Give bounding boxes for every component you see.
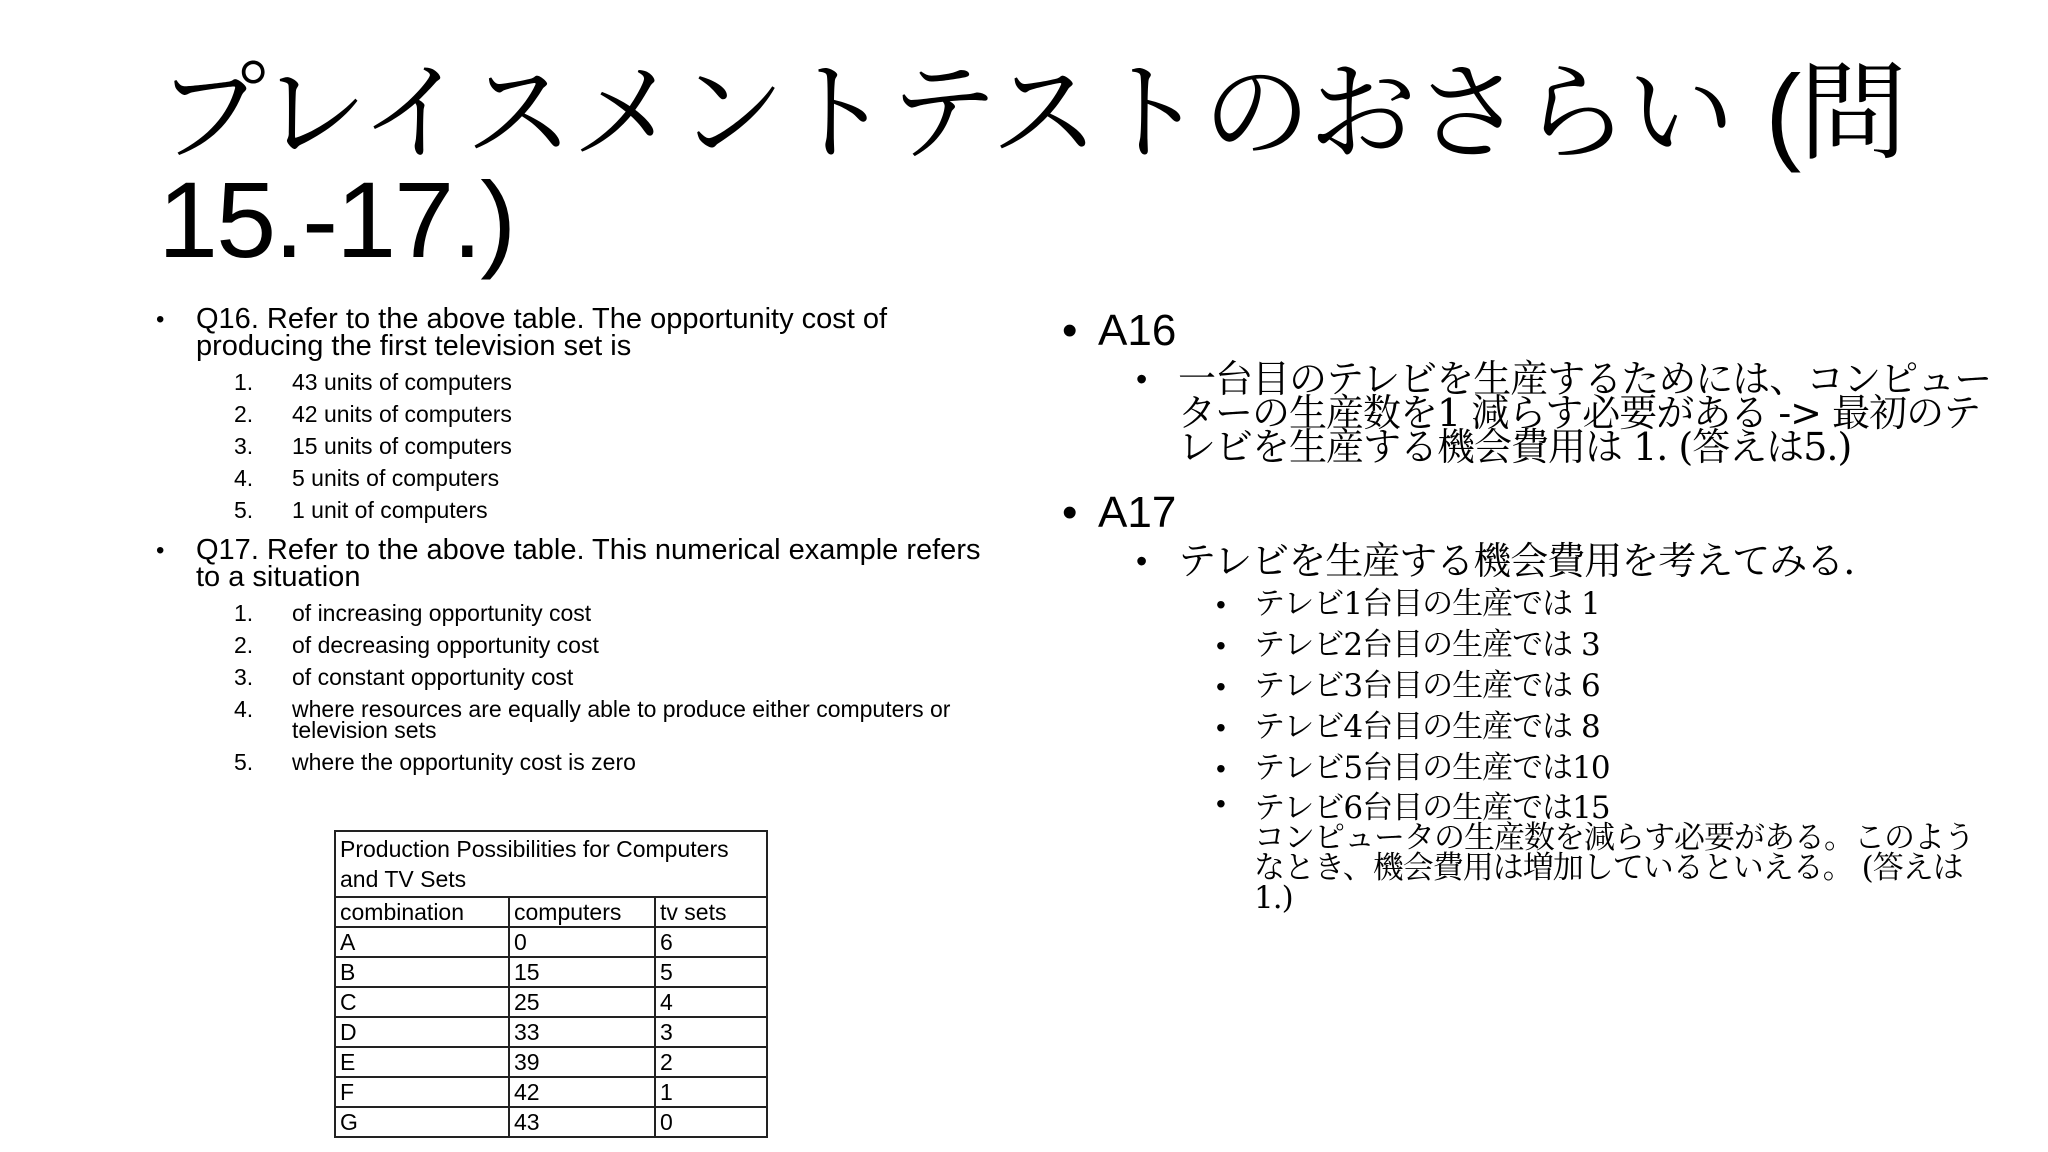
question-16 bbox=[150, 303, 1010, 523]
table-row bbox=[335, 1017, 767, 1047]
table-cell: 0 bbox=[509, 927, 655, 957]
answer-17-item: • テレビ6台目の生産では15 コンピュータの生産数を減らす必要がある。このようなとき、機会費用は増加しているといえる。 (答えは 1.) bbox=[1216, 788, 1974, 916]
question-17 bbox=[150, 534, 1010, 775]
table-cell: 6 bbox=[655, 927, 767, 957]
column-header: computers bbox=[509, 897, 655, 927]
table-cell: 42 bbox=[509, 1077, 655, 1107]
table-cell: 3 bbox=[655, 1017, 767, 1047]
option-item: 2. of decreasing opportunity cost bbox=[234, 632, 599, 658]
bullet: • bbox=[1136, 543, 1147, 579]
table-cell: E bbox=[335, 1047, 509, 1077]
bullet: • bbox=[156, 537, 165, 564]
answer-17-item: • テレビ4台目の生産では 8 bbox=[1062, 707, 1992, 748]
table-row bbox=[335, 1047, 767, 1077]
column-header: combination bbox=[335, 897, 509, 927]
answer-17-item: • テレビ5台目の生産では10 bbox=[1062, 748, 1992, 789]
table-cell: 43 bbox=[509, 1107, 655, 1137]
bullet: • bbox=[1216, 753, 1225, 784]
option-item: 4. where resources are equally able to produce either computers or television sets bbox=[234, 696, 951, 743]
option-item: 1. of increasing opportunity cost bbox=[234, 600, 592, 626]
table-cell: 39 bbox=[509, 1047, 655, 1077]
answer-17-label: • A17 bbox=[1062, 488, 1177, 537]
bullet: • bbox=[1216, 671, 1225, 702]
table-row bbox=[335, 957, 767, 987]
answer-17-item: • テレビ3台目の生産では 6 bbox=[1062, 666, 1992, 707]
bullet: • bbox=[156, 306, 165, 333]
option-item: 3. of constant opportunity cost bbox=[234, 664, 574, 690]
table-caption: Production Possibilities for Computers and TV Sets bbox=[335, 831, 767, 897]
table-row bbox=[335, 1077, 767, 1107]
answer-17-conclusion: コンピュータの生産数を減らす必要がある。このようなとき、機会費用は増加しているといえる。 (答えは 1.) bbox=[1254, 820, 1974, 916]
table-cell: A bbox=[335, 927, 509, 957]
questions-column bbox=[150, 303, 1010, 789]
option-item: 4. 5 units of computers bbox=[234, 465, 500, 491]
table-cell: C bbox=[335, 987, 509, 1017]
slide-title-range: (問15.-17.) bbox=[158, 52, 1906, 280]
table-cell: 33 bbox=[509, 1017, 655, 1047]
table-cell: F bbox=[335, 1077, 509, 1107]
bullet: • bbox=[1062, 306, 1078, 355]
slide-title-jp: プレイスメントテストのおさらい bbox=[158, 51, 1733, 176]
answer-17-item: • テレビ2台目の生産では 3 bbox=[1062, 625, 1992, 666]
answer-17-item: • テレビ1台目の生産では 1 bbox=[1062, 584, 1992, 625]
table-caption-row bbox=[335, 831, 767, 897]
production-possibilities-table bbox=[334, 830, 768, 1138]
answers-column bbox=[1062, 306, 1992, 916]
bullet: • bbox=[1216, 589, 1225, 620]
column-header: tv sets bbox=[655, 897, 767, 927]
answer-17-text: • テレビを生産する機会費用を考えてみる. bbox=[1136, 539, 1855, 583]
bullet: • bbox=[1216, 712, 1225, 743]
table-cell: 5 bbox=[655, 957, 767, 987]
table-cell: G bbox=[335, 1107, 509, 1137]
option-item: 5. where the opportunity cost is zero bbox=[234, 749, 636, 775]
table-cell: 4 bbox=[655, 987, 767, 1017]
table-cell: 25 bbox=[509, 987, 655, 1017]
table-cell: 1 bbox=[655, 1077, 767, 1107]
table-row bbox=[335, 987, 767, 1017]
table-cell: B bbox=[335, 957, 509, 987]
table-row bbox=[335, 1107, 767, 1137]
bullet: • bbox=[1216, 788, 1225, 819]
question-16-options bbox=[150, 369, 1010, 523]
question-16-text: • Q16. Refer to the above table. The opportunity cost of producing the first television set is bbox=[156, 303, 888, 362]
option-item: 1. 43 units of computers bbox=[234, 369, 512, 395]
bullet: • bbox=[1136, 361, 1147, 397]
bullet: • bbox=[1062, 488, 1078, 537]
table-cell: 15 bbox=[509, 957, 655, 987]
option-item: 5. 1 unit of computers bbox=[234, 497, 488, 523]
table-row bbox=[335, 927, 767, 957]
bullet: • bbox=[1216, 630, 1225, 661]
table-cell: D bbox=[335, 1017, 509, 1047]
question-17-options bbox=[150, 600, 1010, 775]
option-item: 2. 42 units of computers bbox=[234, 401, 512, 427]
slide-title bbox=[158, 51, 1948, 280]
table-cell: 0 bbox=[655, 1107, 767, 1137]
table-cell: 2 bbox=[655, 1047, 767, 1077]
answer-16-text: • 一台目のテレビを生産するためには、コンピューターの生産数を1 減らす必要がある -> 最初のテレビを生産する機会費用は 1. (答えは5.) bbox=[1136, 357, 1992, 469]
question-17-text: • Q17. Refer to the above table. This numerical example refers to a situation bbox=[156, 534, 981, 593]
table-header-row bbox=[335, 897, 767, 927]
answer-16-label: • A16 bbox=[1062, 306, 1177, 355]
option-item: 3. 15 units of computers bbox=[234, 433, 512, 459]
